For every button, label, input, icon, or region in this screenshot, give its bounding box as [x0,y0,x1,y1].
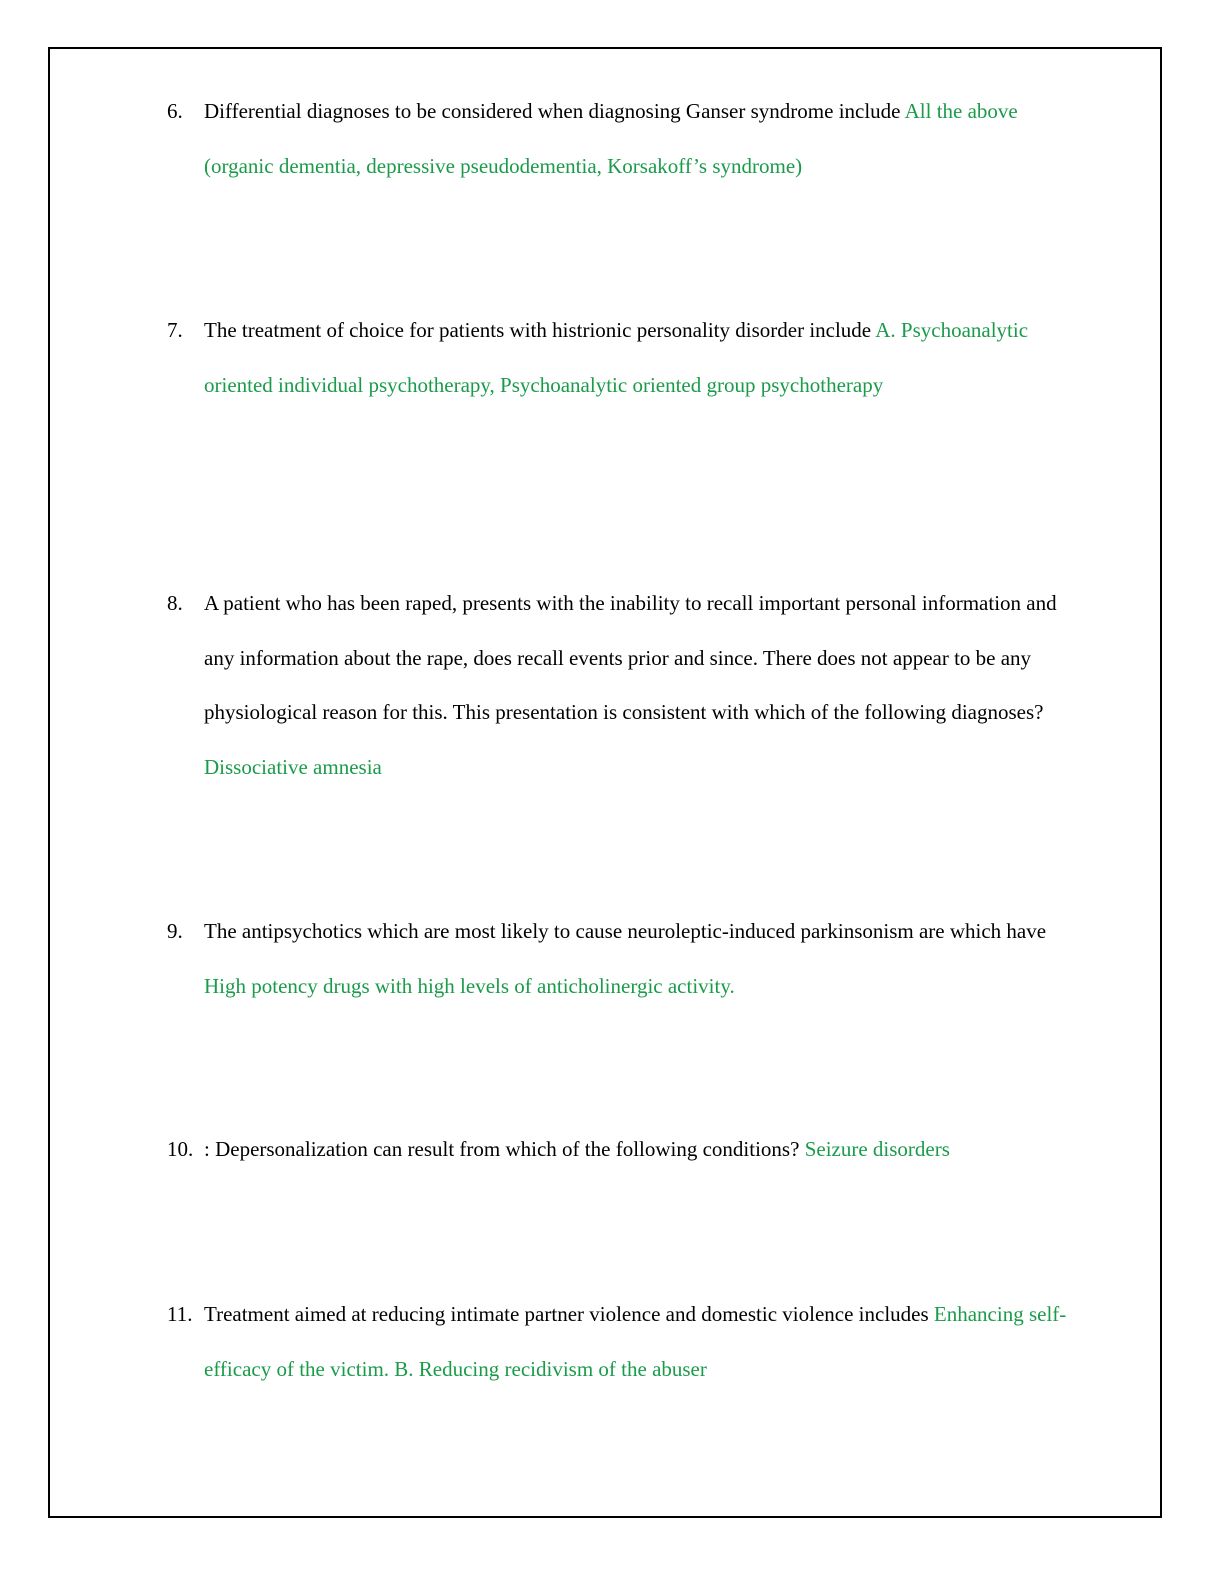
answer-text: A. Psychoanalytic oriented individual psychotherapy, Psychoanalytic oriented group psychotherapy [204,318,1029,397]
question-number: 7. [167,318,183,342]
question-text: Treatment aimed at reducing intimate partner violence and domestic violence includes [204,1302,934,1326]
answer-text: Enhancing self-efficacy of the victim. B. Reducing recidivism of the abuser [204,1302,1067,1381]
question-6 [167,84,1084,193]
answer-text: High potency drugs with high levels of anticholinergic activity. [204,973,735,998]
question-text: The antipsychotics which are most likely to cause neuroleptic-induced parkinsonism are which have [204,919,1047,943]
answer-text: Seizure disorders [804,1137,950,1161]
question-text: The treatment of choice for patients with histrionic personality disorder include [204,318,876,342]
question-number: 11. [167,1302,193,1326]
answer-text: All the above (organic dementia, depressive pseudodementia, Korsakoff’s syndrome) [204,99,1018,178]
question-number: 6. [167,99,183,123]
question-number: 10. [167,1137,194,1161]
question-9 [167,904,1084,1013]
question-8 [167,576,1084,794]
question-text: Differential diagnoses to be considered when diagnosing Ganser syndrome include [204,99,905,123]
question-text: : Depersonalization can result from which of the following conditions? [204,1137,805,1161]
question-text: A patient who has been raped, presents with the inability to recall important personal information and any information about the rape, does recall events prior and since. There does not appear to be any physiological reason for this. This presentation is consistent with which of the following diagnoses? [204,591,1057,725]
question-10 [167,1122,1084,1177]
question-11 [167,1287,1084,1396]
answer-text: Dissociative amnesia [204,754,382,779]
question-number: 8. [167,591,183,615]
question-number: 9. [167,919,183,943]
question-7 [167,303,1084,412]
